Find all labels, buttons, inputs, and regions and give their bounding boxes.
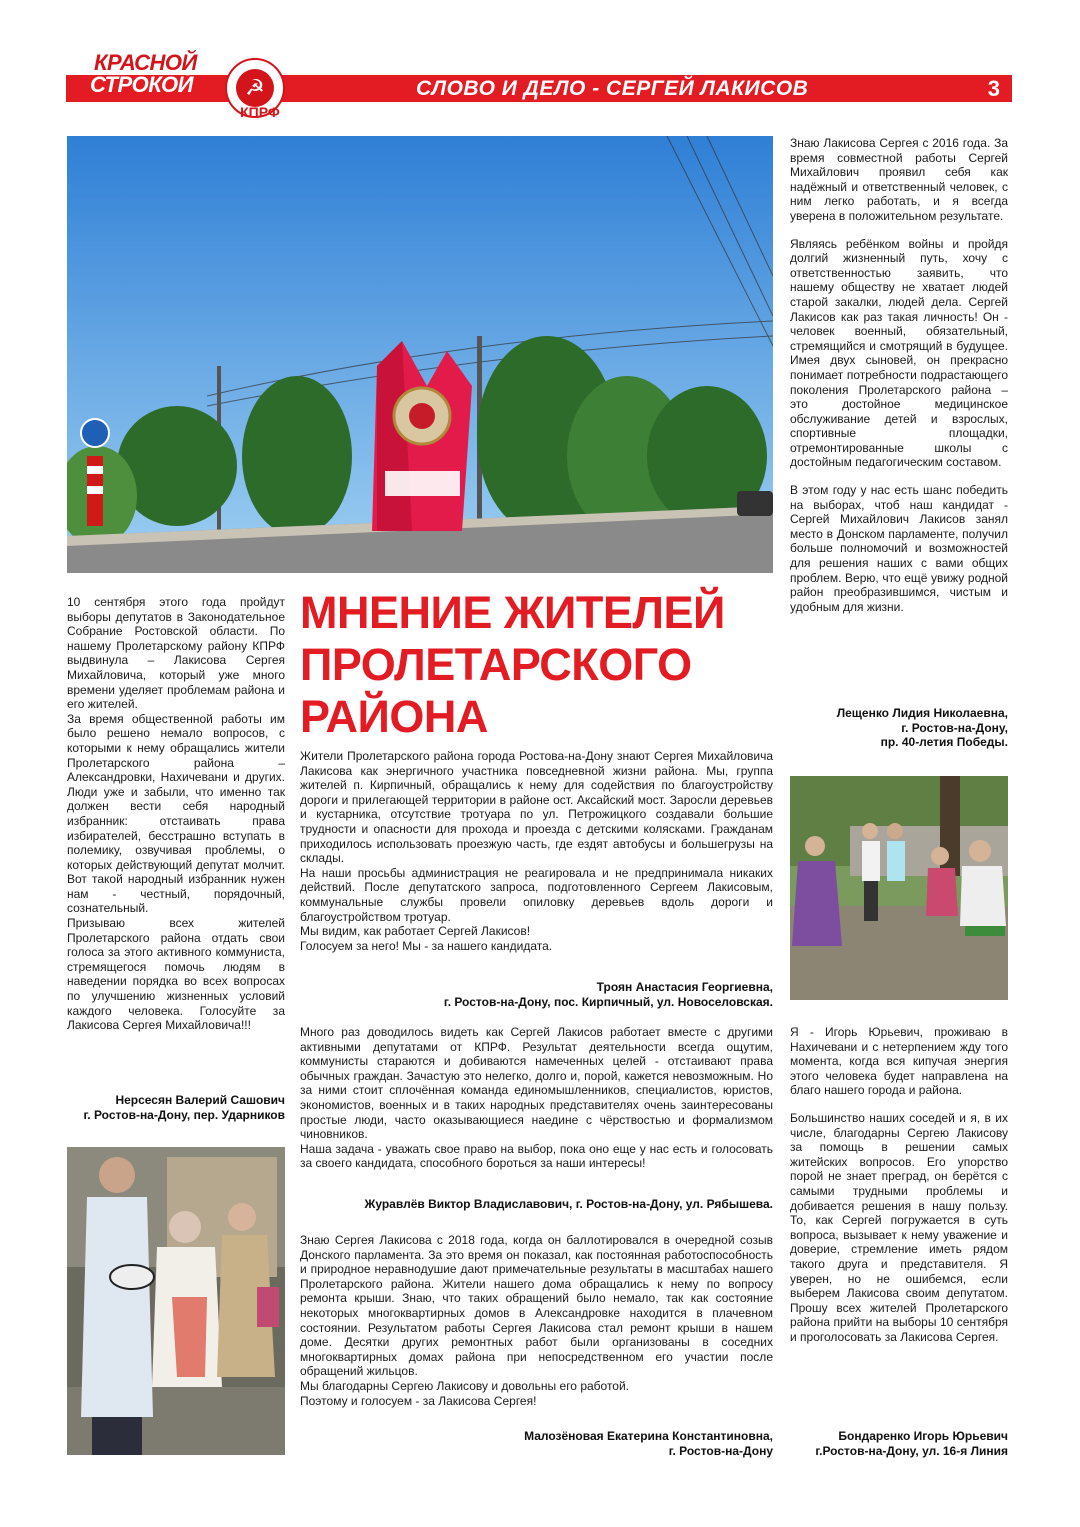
signature-address: г. Ростов-на-Дону, пос. Кирпичный, ул. Новоселовская. — [443, 994, 773, 1009]
right-letter-2 — [790, 1025, 1008, 1344]
signature-address: г. Ростов-на-Дону — [668, 1443, 773, 1458]
center-letter-3 — [300, 1233, 773, 1408]
signature-full: Журавлёв Виктор Владиславович, г. Ростов-на-Дону, ул. Рябышева. — [364, 1197, 773, 1211]
center-paragraph: Мы благодарны Сергею Лакисову и довольны его работой. — [300, 1378, 630, 1393]
masthead-line2: СТРОКОЙ — [90, 72, 193, 97]
right-signature-1 — [790, 706, 1008, 750]
signature-address: пр. 40-летия Победы. — [880, 735, 1008, 750]
center-paragraph: Наша задача - уважать свое право на выбор, пока оно еще у нас есть и голосовать за своего кандидата, способного бороться за наши интересы! — [300, 1141, 773, 1171]
center-signature-1 — [300, 980, 773, 1009]
center-signature-3 — [300, 1429, 773, 1458]
right-paragraph: Знаю Лакисова Сергея с 2016 года. За время совместной работы Сергей Михайлович проявил себя как надёжный и ответственный человек, с ним легко работать, и я всегда уверена в положительном результате. — [790, 136, 1008, 223]
center-paragraph: На наши просьбы администрация не реагировала и не предпринимала никаких действий. После депутатского запроса, подготовленного Сергеем Лакисовым, коммунальные службы провели опиловку деревьев вдоль дороги и благоустройством тротуар. — [300, 865, 773, 924]
title-line2: ПРОЛЕТАРСКОГО — [300, 639, 692, 690]
signature-name: Бондаренко Игорь Юрьевич — [838, 1429, 1008, 1443]
center-paragraph: Голосуем за него! Мы - за нашего кандидата. — [300, 938, 553, 953]
right-paragraph: Большинство наших соседей и я, в их числе, благодарны Сергею Лакисову за помощь в решении самых житейских вопросов. Его упорство порой не знает преград, он берётся с самыми трудными проблемы и добивается решения в нашу пользу. То, как Сергей погружается в суть вопроса, вызывает к нему уважение и доверие, стремление иметь рядом такого друга и представителя. Я уверен, но не ошибемся, если выберем Лакисова своим депутатом. Прошу всех жителей Пролетарского района прийти на выборы 10 сентября и проголосовать за Лакисова Сергея. — [790, 1110, 1008, 1344]
photo-candidate-with-residents — [67, 1147, 285, 1455]
center-signature-2 — [300, 1197, 773, 1212]
masthead — [66, 50, 236, 126]
right-letter-1 — [790, 136, 1008, 614]
right-paragraph: Я - Игорь Юрьевич, проживаю в Нахичевани и с нетерпением жду того момента, когда вся кипучая энергия этого человека будет направлена на благо нашего города и района. — [790, 1025, 1008, 1098]
center-paragraph: Мы видим, как работает Сергей Лакисов! — [300, 924, 531, 939]
hammer-sickle-icon: ☭ — [236, 69, 274, 107]
signature-address: г.Ростов-на-Дону, ул. 16-я Линия — [815, 1443, 1008, 1458]
right-signature-2 — [790, 1429, 1008, 1458]
page-number: 3 — [987, 76, 1000, 101]
title-line1: МНЕНИЕ ЖИТЕЛЕЙ — [300, 587, 725, 638]
left-column-letter — [67, 595, 285, 1033]
center-paragraph: Поэтому и голосуем - за Лакисова Сергея! — [300, 1393, 537, 1408]
signature-city: г. Ростов-на-Дону, — [901, 720, 1008, 735]
photo-residents-meeting — [790, 776, 1008, 1000]
title-line3: РАЙОНА — [300, 691, 488, 742]
section-title: СЛОВО И ДЕЛО - СЕРГЕЙ ЛАКИСОВ — [416, 77, 809, 100]
center-paragraph: Много раз доводилось видеть как Сергей Лакисов работает вместе с другими активными депутатами от КПРФ. Результат деятельности всегда ощутим, коммунисты стараются и добиваются намеченных целей - отстаивают права обычных граждан. Зачастую это нелегко, долго и, порой, кажется невозможным. Но за ними стоит сплочённая команда единомышленников, специалистов, юристов, экономистов, военных и в таких народных представителях очень заинтересованы простые люди, часто оказывающиеся наедине с чёрствостью и формализмом чиновников. — [300, 1025, 773, 1142]
right-paragraph: Являясь ребёнком войны и пройдя долгий жизненный путь, хочу с ответственностью заявить, что нашему обществу не хватает людей старой закалки, людей дела. Сергей Лакисов как раз такая личность! Он - человек военный, обязательный, стремящийся и смотрящий в будущее. Имея двух сыновей, он прекрасно понимает потребности подрастающего поколения Пролетарского района – это достойное медицинское обслуживание детей и взрослых, спортивные площадки, отремонтированные школы с достойным педагогическим составом. — [790, 236, 1008, 470]
signature-name: Нерсесян Валерий Сашович — [115, 1093, 285, 1107]
left-paragraph: 10 сентября этого года пройдут выборы депутатов в Законодательное Собрание Ростовской области. По нашему Пролетарскому району КПРФ выдвинула – Лакисова Сергея Михайловича, который уже много времени уделяет проблемам района и его жителей. — [67, 595, 285, 712]
signature-name: Троян Анастасия Георгиевна, — [596, 980, 773, 994]
center-letter-1 — [300, 749, 773, 953]
center-paragraph: Жители Пролетарского района города Ростова-на-Дону знают Сергея Михайловича Лакисова как энергичного участника повседневной жизни района. Мы, группа жителей п. Кирпичный, обращались к нему для содействия по благоустройству дороги и прилегающей территории в районе ост. Аксайский мост. Заросли деревьев и кустарника, отсутствие тротуара по ул. Петрожицкого создавали большие трудности и опасности для прохода и проезда с детскими колясками. Гражданам приходилось использовать проезжую часть, где ездят автобусы и большегрузы на склады. — [300, 749, 773, 866]
center-paragraph: Знаю Сергея Лакисова с 2018 года, когда он баллотировался в очередной созыв Донского парламента. За это время он показал, как постоянная работоспособность и природное неравнодушие дают примечательные результаты в масштабах нашего Пролетарского района. Жители нашего дома обращались к нему по вопросу ремонта крыши. Знаю, что таких обращений было немало, так как состояние некоторых многоквартирных домов в Александровке находится в плачевном состоянии. Результатом работы Сергея Лакисова стал ремонт крыши в нашем доме. Десятки других ремонтных работ были организованы в соседних многоквартирных домах района при непосредственном его участии после обращений жильцов. — [300, 1233, 773, 1379]
center-letter-2 — [300, 1025, 773, 1171]
right-paragraph: В этом году у нас есть шанс победить на выборах, чтоб наш кандидат - Сергей Михайлович Лакисов занял место в Донском парламенте, получил больше полномочий и возможностей для решения наших с вами общих проблем. Верю, что ещё увижу родной район преобразившимся, чистым и удобным для жизни. — [790, 483, 1008, 614]
left-paragraph: Призываю всех жителей Пролетарского района отдать свои голоса за этого активного коммуниста, стремящегося помочь людям в наведении порядка во всех вопросах по улучшению жизненных условий каждого человека. Голосуйте за Лакисова Сергея Михайловича!!! — [67, 916, 285, 1033]
signature-address: г. Ростов-на-Дону, пер. Ударников — [83, 1107, 285, 1122]
main-photo-monument — [67, 136, 773, 573]
signature-name: Лещенко Лидия Николаевна, — [836, 706, 1008, 720]
signature-name: Малозёновая Екатерина Константиновна, — [524, 1429, 773, 1443]
article-title — [300, 587, 780, 743]
party-name: КПРФ — [240, 104, 280, 120]
masthead-line1: КРАСНОЙ — [94, 50, 197, 75]
left-paragraph: За время общественной работы им было решено немало вопросов, с которыми к нему обращались жители Пролетарского района – Александровки, Нахичевани и других. Люди уже и забыли, что именно так должен вести себя народный избранник: отстаивать права избирателей, бесстрашно вступать в полемику, озвучивая проблемы, о которых действующий депутат молчит. Вот такой народный избранник нужен нам - честный, порядочный, сознательный. — [67, 711, 285, 916]
left-signature — [67, 1093, 285, 1122]
